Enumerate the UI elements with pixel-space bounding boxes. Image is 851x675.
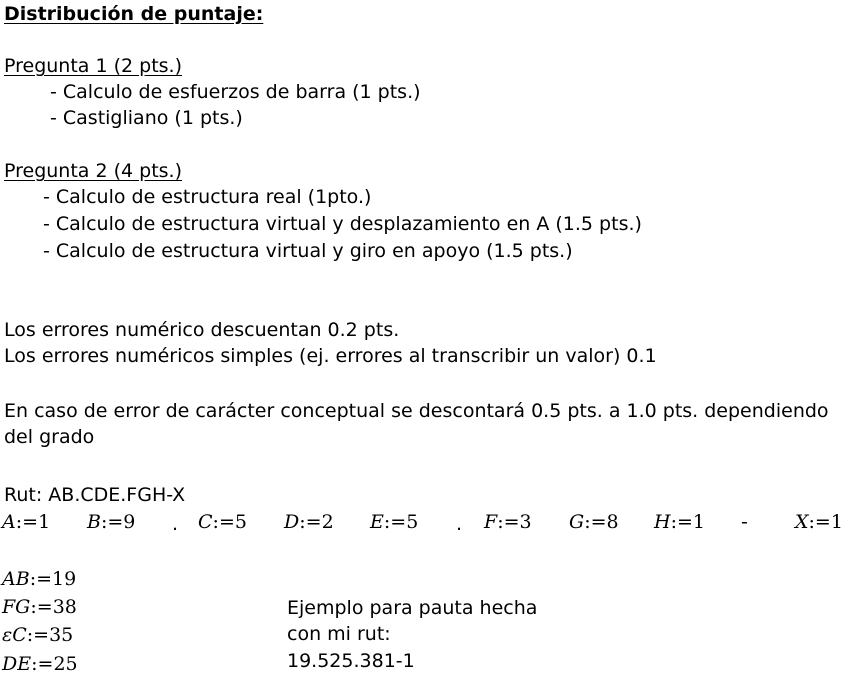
error-line-4: del grado — [4, 426, 95, 448]
assign-x: X:=1 — [795, 511, 843, 533]
assign-b: B:=9 — [87, 511, 136, 533]
question-2-item-1: - Calculo de estructura real (1pto.) — [43, 186, 372, 208]
assign-d: D:=2 — [284, 511, 334, 533]
assign-e: E:=5 — [370, 511, 419, 533]
question-2-title: Pregunta 2 (4 pts.) — [4, 160, 183, 182]
rut-separator-2: . — [456, 513, 463, 535]
question-1-title: Pregunta 1 (2 pts.) — [4, 55, 183, 77]
error-line-3: En caso de error de carácter conceptual se descontará 0.5 pts. a 1.0 pts. dependiendo — [4, 400, 829, 422]
question-2-item-2: - Calculo de estructura virtual y desplazamiento en A (1.5 pts.) — [43, 213, 642, 235]
example-line-2: con mi rut: — [287, 623, 391, 645]
question-2-item-3: - Calculo de estructura virtual y giro en apoyo (1.5 pts.) — [43, 240, 573, 262]
rut-label: Rut: AB.CDE.FGH-X — [4, 484, 186, 506]
rut-separator-1: . — [172, 513, 179, 535]
question-1-item-1: - Calculo de esfuerzos de barra (1 pts.) — [50, 81, 421, 103]
example-line-3: 19.525.381-1 — [287, 650, 415, 672]
error-line-2: Los errores numéricos simples (ej. errores al transcribir un valor) 0.1 — [4, 345, 657, 367]
question-1-item-2: - Castigliano (1 pts.) — [50, 107, 243, 129]
assign-a: A:=1 — [2, 511, 51, 533]
heading: Distribución de puntaje: — [4, 3, 264, 25]
error-line-1: Los errores numérico descuentan 0.2 pts. — [4, 319, 400, 341]
derived-de: DE:=25 — [2, 653, 78, 675]
assign-g: G:=8 — [569, 511, 619, 533]
rut-separator-3: - — [741, 511, 748, 533]
assign-h: H:=1 — [654, 511, 705, 533]
assign-c: C:=5 — [198, 511, 247, 533]
derived-ec: εC:=35 — [2, 624, 74, 646]
derived-ab: AB:=19 — [2, 568, 77, 590]
derived-fg: FG:=38 — [2, 596, 77, 618]
example-line-1: Ejemplo para pauta hecha — [287, 597, 538, 619]
assign-f: F:=3 — [484, 511, 532, 533]
